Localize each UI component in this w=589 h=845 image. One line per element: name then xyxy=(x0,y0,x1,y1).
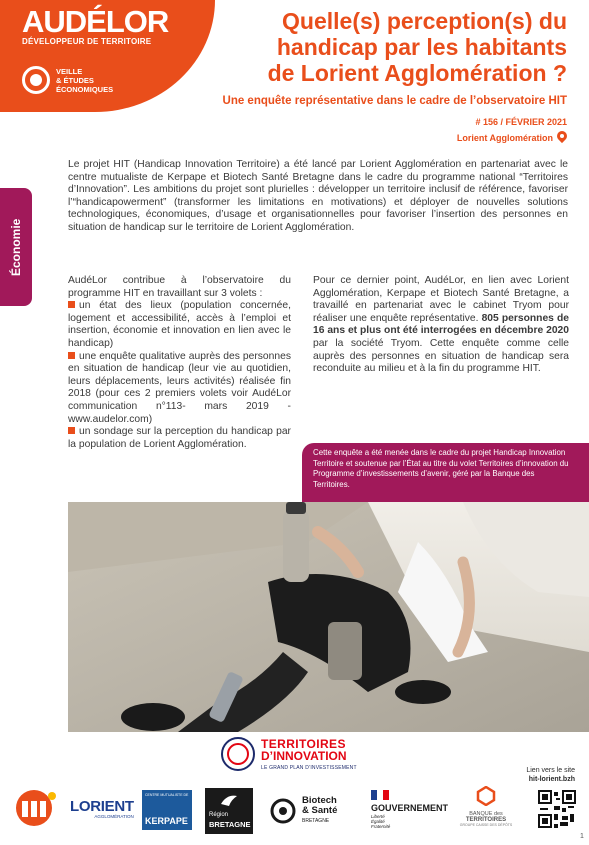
veille-line-1: VEILLE xyxy=(56,66,83,76)
site-link-caption: Lien vers le site xyxy=(526,767,575,774)
cover-photo xyxy=(68,502,589,732)
audelor-logo[interactable] xyxy=(22,6,168,46)
sneaker-icon xyxy=(121,703,185,731)
gouv-motto-2: Égalité xyxy=(371,819,385,824)
intro-paragraph: Le projet HIT (Handicap Innovation Territoire) a été lancé par Lorient Agglomération en partenariat avec le centre mutualiste de Kerpape et Biotech Santé Bretagne dans le cadre du programme national “Territoires d’Innovation”. Les ambitions du projet sont plurielles : développer un territoire inclusif de référence, favoriser l’“handicapowerment” (transformer les limitations en motivations) et déployer de nouvelles solutions technologiques, économiques, d’usage et organisationnelles pour favoriser l’insertion des personnes en situation de handicap sur le territoire de Lorient Agglomération. xyxy=(68,159,568,233)
partner-logos xyxy=(0,778,589,845)
qr-code-icon xyxy=(538,790,576,828)
banque-territoires-logo[interactable] xyxy=(457,786,515,827)
page-subtitle: Une enquête représentative dans le cadre de l’observatoire HIT xyxy=(222,95,567,107)
gouv-motto xyxy=(371,814,448,829)
bullet-text-2: une enquête qualitative auprès des personnes en situation de handicap (leur vie au quotidien, leurs déplacements, leurs activités) réalisée fin 2018 (pour ces 2 premiers volets voir AudéLor communication n°113- mars 2019 - www.audelor.com) xyxy=(68,350,291,425)
brand-name: AUDÉLOR xyxy=(22,4,169,39)
bullet-square-icon xyxy=(68,352,75,359)
bird-icon xyxy=(219,792,239,808)
ti-line-2: D’INNOVATION xyxy=(261,748,347,763)
biotech-line-3: BRETAGNE xyxy=(302,818,330,824)
bullet-square-icon xyxy=(68,427,75,434)
site-link-url: hit-lorient.bzh xyxy=(528,776,575,783)
lorient-agglo-logo[interactable] xyxy=(70,798,134,819)
banque-line-2: TERRITOIRES xyxy=(465,817,507,823)
bullet-item-1 xyxy=(68,300,291,350)
kerpape-logo[interactable] xyxy=(142,790,192,830)
veille-line-2: & ÉTUDES xyxy=(56,75,94,85)
gouv-label: GOUVERNEMENT xyxy=(371,803,449,813)
lorient-name: LORIENT xyxy=(70,798,134,815)
biotech-line-1: Biotech xyxy=(302,795,337,806)
banque-mark-icon xyxy=(476,786,496,806)
banque-line-3: GROUPE CAISSE DES DÉPÔTS xyxy=(459,823,513,827)
investir-avenir-seal-icon xyxy=(221,737,255,771)
lorient-sub: AGGLOMÉRATION xyxy=(94,814,134,819)
page-number: 1 xyxy=(580,833,584,840)
veille-line-3: ÉCONOMIQUES xyxy=(56,84,114,94)
right-text-after: par la société Tryom. Cette enquête comme celle auprès des personnes en situation de handicap sera reconduite au milieu et à la fin du programme HIT. xyxy=(313,337,569,375)
water-bottle-icon xyxy=(283,510,309,582)
kerpape-name: KERPAPE xyxy=(145,816,188,826)
region-bretagne-logo[interactable] xyxy=(205,788,253,834)
bretagne-label: BRETAGNE xyxy=(209,820,251,829)
page-title xyxy=(207,8,567,86)
section-tab-label: Économie xyxy=(9,218,23,276)
bullet-square-icon xyxy=(68,301,75,308)
veille-circle-icon xyxy=(22,66,50,94)
banque-line-1: BANQUE des xyxy=(469,811,503,817)
left-column xyxy=(68,275,291,451)
callout-text: Cette enquête a été menée dans le cadre du projet Handicap Innovation Territoire et soutenue par l’État au titre du volet Territoires d’innovation du Programme d’investissements d’avenir, géré par la Banque des Territoires. xyxy=(313,448,569,489)
biotech-sante-logo[interactable] xyxy=(268,796,337,826)
biotech-line-2: & Santé xyxy=(302,805,338,816)
location xyxy=(457,131,567,144)
location-label: Lorient Agglomération xyxy=(456,132,553,143)
prosthetic-leg-icon xyxy=(328,622,362,680)
biotech-mark-icon xyxy=(268,797,298,825)
kerpape-sub: CENTRE MUTUALISTE DE xyxy=(145,793,189,797)
section-tab-economie xyxy=(0,188,32,306)
title-line-2: handicap par les habitants xyxy=(276,34,567,60)
region-label: Région xyxy=(209,812,229,818)
ti-line-3: LE GRAND PLAN D’INVESTISSEMENT xyxy=(261,764,357,771)
flag-icon xyxy=(371,790,389,800)
gouv-motto-1: Liberté xyxy=(371,814,385,819)
callout-box xyxy=(302,443,589,502)
hit-logo[interactable] xyxy=(10,786,58,830)
bullet-text-3: un sondage sur la perception du handicap par la population de Lorient Agglomération. xyxy=(68,426,291,450)
left-lead: AudéLor contribue à l’observatoire du programme HIT en travaillant sur 3 volets : xyxy=(68,275,291,299)
title-line-1: Quelle(s) perception(s) du xyxy=(282,8,567,34)
gouvernement-logo[interactable] xyxy=(371,790,448,829)
brand-tagline: DÉVELOPPEUR DE TERRITOIRE xyxy=(22,37,152,46)
issue-number: # 156 / FÉVRIER 2021 xyxy=(475,117,567,127)
bullet-item-2 xyxy=(68,351,291,427)
veille-logo xyxy=(22,66,113,94)
qr-code[interactable] xyxy=(538,790,576,828)
right-column xyxy=(313,275,569,376)
location-pin-icon xyxy=(557,131,567,144)
hit-logo-icon xyxy=(10,786,58,830)
right-text-before: Pour ce dernier point, AudéLor, en lien avec Lorient Agglomération, Kerpape et Biotech Santé Bretagne, a travaillé en partenariat avec le cabinet Tryom pour réaliser une enquête représentative. xyxy=(313,275,569,324)
bullet-text-1: un état des lieux (population concernée, logement et accessibilité, accès à l’emploi et insertion, économie et innovation en lien avec le handicap) xyxy=(68,300,291,349)
bullet-item-3 xyxy=(68,426,291,451)
gouv-motto-3: Fraternité xyxy=(371,824,391,829)
title-line-3: de Lorient Agglomération ? xyxy=(267,60,567,86)
ti-line-1: TERRITOIRES xyxy=(261,736,346,751)
right-paragraph xyxy=(313,275,569,376)
right-text-bold: 805 personnes de 16 ans et plus ont été interrogées en décembre 2020 xyxy=(313,312,569,337)
photo-illustration xyxy=(68,502,589,732)
territoires-innovation-logo[interactable] xyxy=(215,733,375,775)
